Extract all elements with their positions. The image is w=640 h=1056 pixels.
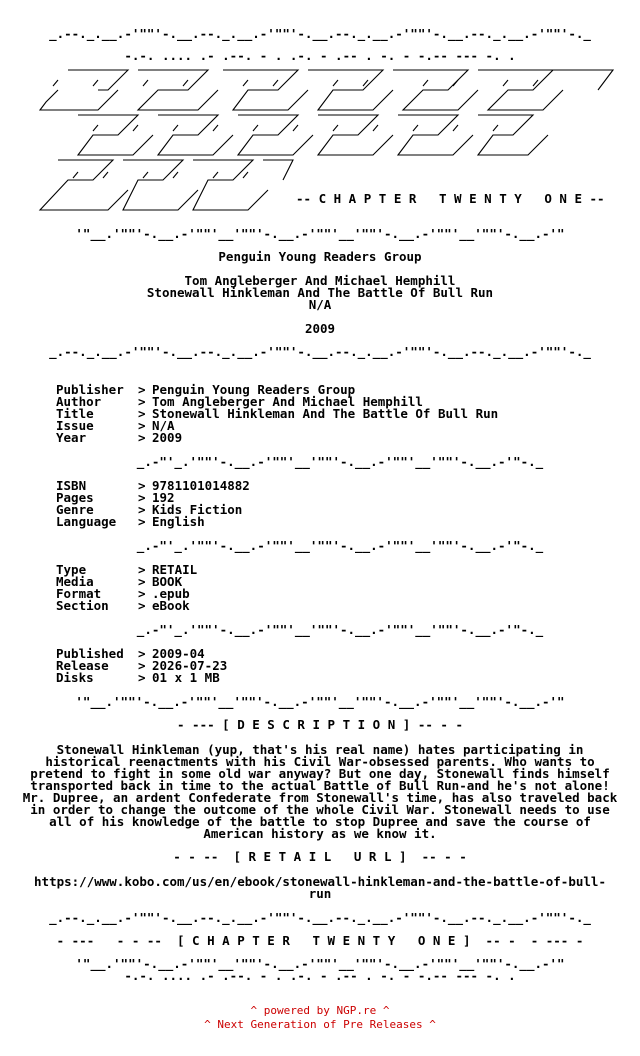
info-row: Release > 2026-07-23 [56, 658, 228, 673]
wave-divider: '"__.'""'-.__.-'""'__'""'-.__.-'""'__'""'-.__.-'""'__'""'-.__.-'" [75, 694, 565, 709]
info-row: Language > English [56, 514, 205, 529]
info-row: Title > Stonewall Hinkleman And The Battle Of Bull Run [56, 406, 499, 421]
info-row: Section > eBook [56, 598, 190, 613]
chapter-footer: - --- - - -- [ C H A P T E R T W E N T Y O N E ] -- - - --- - [56, 933, 584, 948]
header-title: Stonewall Hinkleman And The Battle Of Bull Run [146, 285, 494, 300]
wave-divider: _.--._.__.-'""'-.__.--._.__.-'""'-.__.--._.__.-'""'-.__.--._.__.-'""'-._ [49, 26, 591, 41]
wave-divider: _.-"'_.'""'-.__.-'""'__'""'-.__.-'""'__'""'-.__.-'"-._ [136, 538, 544, 553]
info-row: Disks > 01 x 1 MB [56, 670, 220, 685]
info-row: Pages > 192 [56, 490, 175, 505]
morse-line: -.-. .... .- .--. - . .-. - .-- . -. - -.-- --- -. . [124, 968, 516, 983]
wave-divider: _.-"'_.'""'-.__.-'""'__'""'-.__.-'""'__'""'-.__.-'"-._ [136, 454, 544, 469]
morse-line: -.-. .... .- .--. - . .-. - .-- . -. - -.-- --- -. . [124, 48, 516, 63]
info-row: Genre > Kids Fiction [56, 502, 243, 517]
info-row: Format > .epub [56, 586, 190, 601]
chapter-tag: -- C H A P T E R T W E N T Y O N E -- [296, 191, 605, 206]
info-row: Issue > N/A [56, 418, 175, 433]
info-row: Published > 2009-04 [56, 646, 205, 661]
tagline: ^ Next Generation of Pre Releases ^ [204, 1018, 436, 1031]
info-row: Publisher > Penguin Young Readers Group [56, 382, 356, 397]
wave-divider: _.--._.__.-'""'-.__.--._.__.-'""'-.__.--._.__.-'""'-.__.--._.__.-'""'-._ [49, 910, 591, 925]
wave-divider: '"__.'""'-.__.-'""'__'""'-.__.-'""'__'""'-.__.-'""'__'""'-.__.-'" [75, 956, 565, 971]
header-authors: Tom Angleberger And Michael Hemphill [184, 273, 456, 288]
wave-divider: _.--._.__.-'""'-.__.--._.__.-'""'-.__.--._.__.-'""'-.__.--._.__.-'""'-._ [49, 344, 591, 359]
description-heading: - --- [ D E S C R I P T I O N ] -- - - [177, 717, 463, 732]
wave-divider: _.-"'_.'""'-.__.-'""'__'""'-.__.-'""'__'""'-.__.-'"-._ [136, 622, 544, 637]
header-publisher: Penguin Young Readers Group [218, 249, 422, 264]
powered-by[interactable]: ^ powered by NGP.re ^ [250, 1004, 390, 1017]
retail-url[interactable]: https://www.kobo.com/us/en/ebook/stonewall-hinkleman-and-the-battle-of-bull-run [34, 874, 606, 901]
info-row: Media > BOOK [56, 574, 183, 589]
wave-divider: '"__.'""'-.__.-'""'__'""'-.__.-'""'__'""'-.__.-'""'__'""'-.__.-'" [75, 226, 565, 241]
header-issue: N/A [308, 297, 332, 312]
header-year: 2009 [304, 321, 336, 336]
info-row: Author > Tom Angleberger And Michael Hemphill [56, 394, 423, 409]
retail-heading: - - -- [ R E T A I L U R L ] -- - - [173, 849, 467, 864]
info-row: Type > RETAIL [56, 562, 198, 577]
info-row: Year > 2009 [56, 430, 183, 445]
description-text: Stonewall Hinkleman (yup, that's his real name) hates participating in historical reenactments with his Civil War-obsessed parents. Who wants to pretend to fight in some old war anyway? But one day, Stonewall finds himself transported back in time to the actual Battle of Bull Run-and he's not alone! Mr. Dupree, an ardent Confederate from Stonewall's time, has also traveled back in order to change the outcome of the whole Civil War. Stonewall needs to use all of his knowledge of the battle to stop Dupree and save the course of American history as we know it. [22, 742, 618, 841]
info-row: ISBN > 9781101014882 [56, 478, 250, 493]
